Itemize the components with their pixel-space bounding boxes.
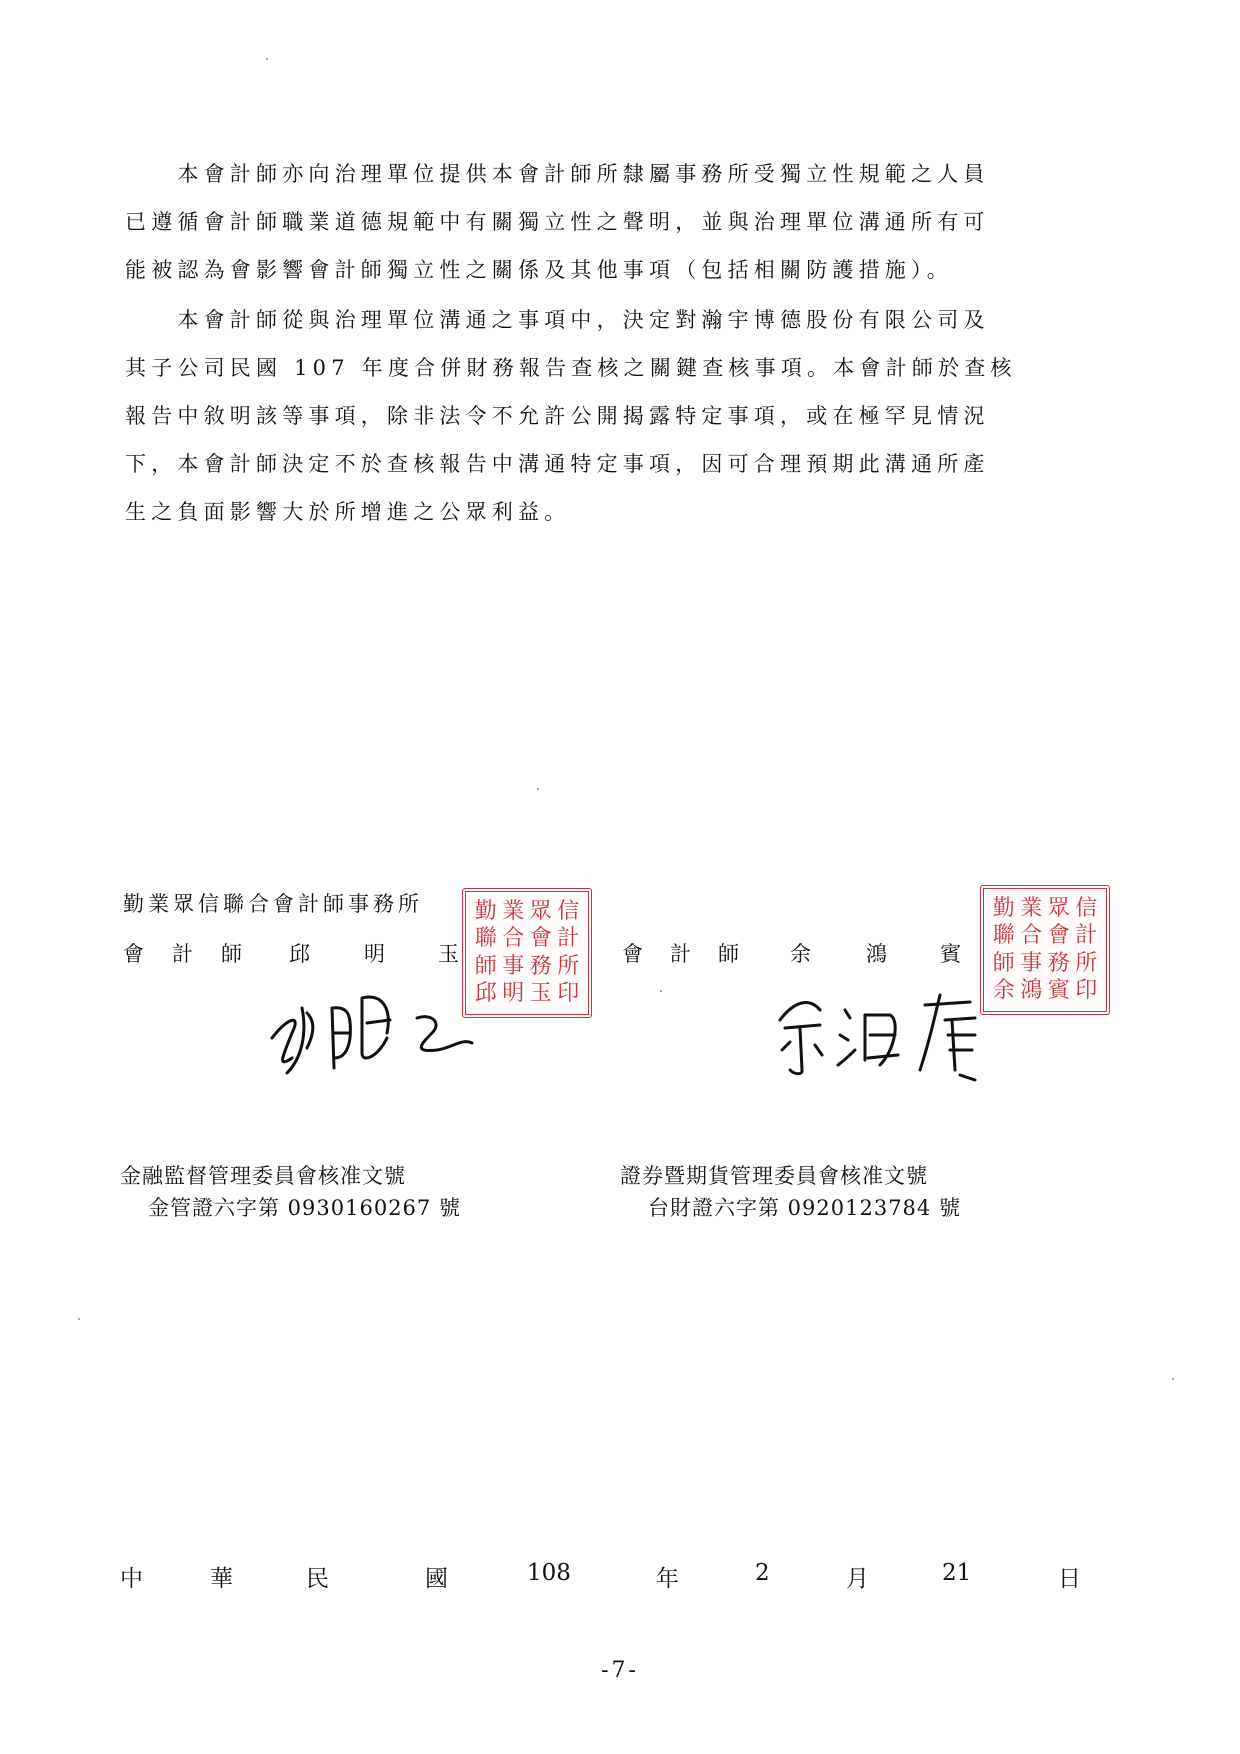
cpa1-seal-stamp: 勤 業 眾 信 聯 合 會 計 師 事 務 所 邱 明 玉 印: [462, 888, 592, 1018]
date-part: 中: [120, 1566, 143, 1592]
cpa2-name-char: 余: [790, 942, 811, 966]
firm-name: 勤業眾信聯合會計師事務所: [123, 892, 423, 916]
cpa2-name-char: 賓: [940, 942, 961, 966]
key-audit-matters-paragraph: [125, 296, 1100, 536]
cpa1-name-char: 明: [364, 942, 385, 966]
cpa1-approval-number: 金管證六字第 0930160267 號: [148, 1196, 461, 1220]
date-part: 華: [210, 1566, 233, 1592]
cpa2-title-char: 會: [622, 942, 643, 966]
scan-speck: [1172, 1378, 1174, 1380]
date-part: 月: [846, 1566, 869, 1592]
text-line: 已遵循會計師職業道德規範中有關獨立性之聲明，並與治理單位溝通所有可: [125, 210, 990, 234]
text-line: 報告中敘明該等事項，除非法令不允許公開揭露特定事項，或在極罕見情況: [125, 404, 990, 428]
cpa1-name-char: 玉: [438, 942, 459, 966]
text-line: 本會計師亦向治理單位提供本會計師所隸屬事務所受獨立性規範之人員: [125, 162, 990, 186]
date-part: 國: [425, 1566, 448, 1592]
date-part: 108: [527, 1560, 571, 1586]
date-part: 日: [1058, 1566, 1081, 1592]
text-line: 生之負面影響大於所增進之公眾利益。: [125, 500, 571, 524]
cpa1-title-char: 會: [123, 942, 144, 966]
scan-speck: [660, 990, 662, 992]
text-line: 本會計師從與治理單位溝通之事項中，決定對瀚宇博德股份有限公司及: [125, 308, 990, 332]
cpa2-title-char: 計: [670, 942, 691, 966]
text-line: 能被認為會影響會計師獨立性之關係及其他事項（包括相關防護措施）。: [125, 258, 953, 282]
cpa1-name-char: 邱: [289, 942, 310, 966]
scan-speck: [537, 788, 539, 790]
cpa2-title-char: 師: [718, 942, 739, 966]
report-date: [0, 1560, 1240, 1590]
date-part: 民: [306, 1566, 329, 1592]
cpa2-regulator: 證券暨期貨管理委員會核准文號: [620, 1164, 928, 1188]
scan-speck: [266, 58, 268, 60]
cpa1-title-char: 計: [172, 942, 193, 966]
cpa2-name-char: 鴻: [866, 942, 887, 966]
cpa1-regulator: 金融監督管理委員會核准文號: [120, 1164, 406, 1188]
independence-paragraph: [125, 150, 1100, 294]
date-part: 2: [755, 1560, 770, 1586]
cpa2-seal-stamp: 勤 業 眾 信 聯 合 會 計 師 事 務 所 余 鴻 賓 印: [980, 885, 1110, 1015]
cpa2-approval-number: 台財證六字第 0920123784 號: [648, 1196, 961, 1220]
page-number: -7-: [601, 1658, 639, 1683]
scan-speck: [78, 1318, 80, 1320]
text-line: 其子公司民國 107 年度合併財務報告查核之關鍵查核事項。本會計師於查核: [125, 356, 1017, 380]
date-part: 21: [942, 1560, 972, 1586]
cpa1-title-char: 師: [221, 942, 242, 966]
date-part: 年: [656, 1566, 679, 1592]
text-line: 下，本會計師決定不於查核報告中溝通特定事項，因可合理預期此溝通所產: [125, 452, 990, 476]
